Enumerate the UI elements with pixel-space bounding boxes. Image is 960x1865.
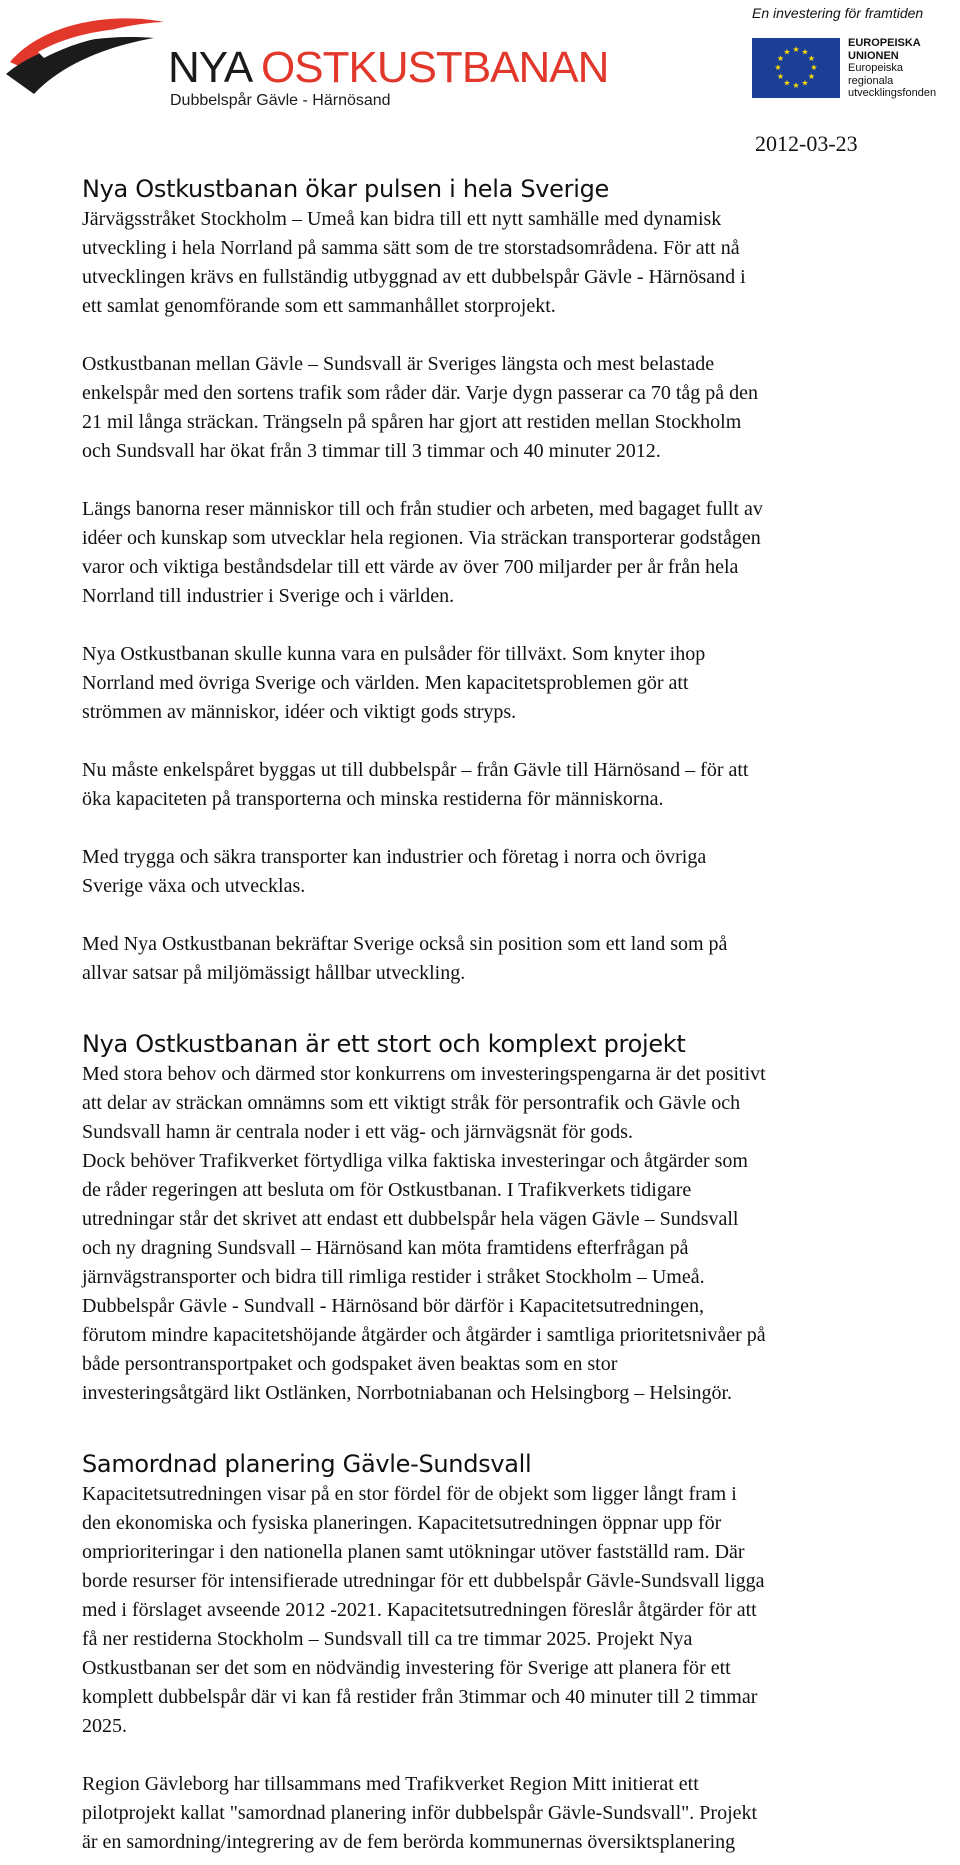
- paragraph: Med stora behov och därmed stor konkurrens om investeringspengarna är det positivt att delar av sträckan omnämns som ett viktigt stråk för persontrafik och Gävle och Sundsvall hamn är centrala noder i ett väg- och järnvägsnät för gods. Dock behöver Trafikverket förtydliga vilka faktiska investeringar och åtgärder som de råder regeringen att besluta om för Ostkustbanan. I Trafikverkets tidigare utredningar står det skrivet att endast ett dubbelspår hela vägen Gävle – Sundsvall och ny dragning Sundsvall – Härnösand kan möta framtidens efterfrågan på järnvägstransporter och bidra till rimliga restider i stråket Stockholm – Umeå. Dubbelspår Gävle - Sundvall - Härnösand bör därför i Kapacitetsutredningen, förutom mindre kapacitetshöjande åtgärder och åtgärder i samtliga prioritetsnivåer på både persontransportpaket och godspaket även beaktas som en stor investeringsåtgärd likt Ostlänken, Norrbotniabanan och Helsingborg – Helsingör.: [82, 1063, 766, 1404]
- eu-line-4: regionala: [848, 74, 894, 87]
- nya-ostkustbanan-logo: [4, 12, 609, 109]
- paragraph: Ostkustbanan mellan Gävle – Sundsvall är Sveriges längsta och mest belastade enkelspår med den sortens trafik som råder där. Varje dygn passerar ca 70 tåg på den 21 mil långa sträckan. Trängseln på spåren har gjort att restiden mellan Stockholm och Sundsvall har ökat från 3 timmar till 3 timmar och 40 minuter 2012.: [82, 353, 759, 462]
- paragraph: Region Gävleborg har tillsammans med Trafikverket Region Mitt initierat ett pilotprojekt kallat "samordnad planering inför dubbelspår Gävle-Sundsvall". Projekt är en samordning/integrering av de fem berörda kommunernas översiktsplanering: [82, 1773, 758, 1853]
- eu-tagline: En investering för framtiden: [752, 5, 924, 21]
- svg-text:★: ★: [783, 78, 791, 88]
- swoosh-logo-icon: [4, 12, 174, 102]
- paragraph: Järvägsstråket Stockholm – Umeå kan bidra till ett nytt samhälle med dynamisk utveckling i hela Norrland på samma sätt som de tre storstadsområdena. För att nå utvecklingen krävs en fullständig utbyggnad av ett dubbelspår Gävle - Härnösand i ett samlat genomförande som ett sammanhållet storprojekt.: [82, 208, 746, 317]
- paragraph: Längs banorna reser människor till och från studier och arbeten, med bagaget fullt av idéer och kunskap som utvecklar hela regionen. Via sträckan transporterar godstågen varor och viktiga beståndsdelar till ett värde av över 700 miljarder per år från hela Norrland till industrier i Sverige och i världen.: [82, 498, 763, 607]
- svg-text:★: ★: [792, 45, 800, 54]
- logo-word-nya: NYA: [168, 43, 250, 92]
- svg-text:★: ★: [776, 72, 785, 81]
- logo-wordmark: [168, 43, 609, 92]
- svg-text:★: ★: [807, 54, 816, 63]
- svg-text:★: ★: [792, 81, 800, 90]
- eu-flag-icon: [752, 38, 840, 98]
- paragraph: Med trygga och säkra transporter kan industrier och företag i norra och övriga Sverige växa och utvecklas.: [82, 846, 707, 897]
- paragraph: Med Nya Ostkustbanan bekräftar Sverige också sin position som ett land som på allvar satsar på miljömässigt hållbar utveckling.: [82, 933, 728, 984]
- document-date: 2012-03-23: [755, 131, 858, 156]
- paragraph: Nu måste enkelspåret byggas ut till dubbelspår – från Gävle till Härnösand – för att öka kapaciteten på transporterna och minska restiderna för människorna.: [82, 759, 749, 810]
- svg-text:★: ★: [774, 63, 782, 72]
- section-heading: Samordnad planering Gävle-Sundsvall: [82, 1450, 532, 1478]
- svg-text:★: ★: [807, 72, 816, 81]
- svg-text:★: ★: [783, 47, 791, 57]
- svg-text:★: ★: [801, 78, 809, 88]
- section-heading: Nya Ostkustbanan ökar pulsen i hela Sverige: [82, 175, 609, 203]
- logo-subtitle: Dubbelspår Gävle - Härnösand: [170, 92, 391, 109]
- logo-word-ostkustbanan: OSTKUSTBANAN: [261, 43, 609, 92]
- svg-text:★: ★: [810, 63, 818, 72]
- section-heading: Nya Ostkustbanan är ett stort och komplext projekt: [82, 1030, 686, 1058]
- svg-text:★: ★: [776, 54, 785, 63]
- eu-line-5: utvecklingsfonden: [848, 87, 937, 99]
- svg-text:★: ★: [801, 47, 809, 57]
- eu-line-2: UNIONEN: [848, 49, 899, 62]
- eu-line-3: Europeiska: [848, 62, 904, 74]
- eu-line-1: EUROPEISKA: [848, 37, 921, 49]
- paragraph: Nya Ostkustbanan skulle kunna vara en pulsåder för tillväxt. Som knyter ihop Norrland med övriga Sverige och världen. Men kapacitetsproblemen gör att strömmen av människor, idéer och viktigt gods stryps.: [82, 643, 706, 723]
- paragraph: Kapacitetsutredningen visar på en stor fördel för de objekt som ligger långt fram i den ekonomiska och fysiska planeringen. Kapacitetsutredningen öppnar upp för omprioriteringar i den nationella planen samt utökningar utöver fastställd ram. Där borde resurser för intensifierade utredningar för ett dubbelspår Gävle-Sundsvall ligga med i förslaget avseende 2012 -2021. Kapacitetsutredningen föreslår åtgärder för att få ner restiderna Stockholm – Sundsvall till ca tre timmar 2025. Projekt Nya Ostkustbanan ser det som en nödvändig investering för Sverige att planera för ett komplett dubbelspår där vi kan få restider från 3timmar och 40 minuter till 2 timmar 2025.: [82, 1483, 765, 1737]
- document-body: [82, 173, 960, 1857]
- eu-fund-label: [848, 37, 936, 100]
